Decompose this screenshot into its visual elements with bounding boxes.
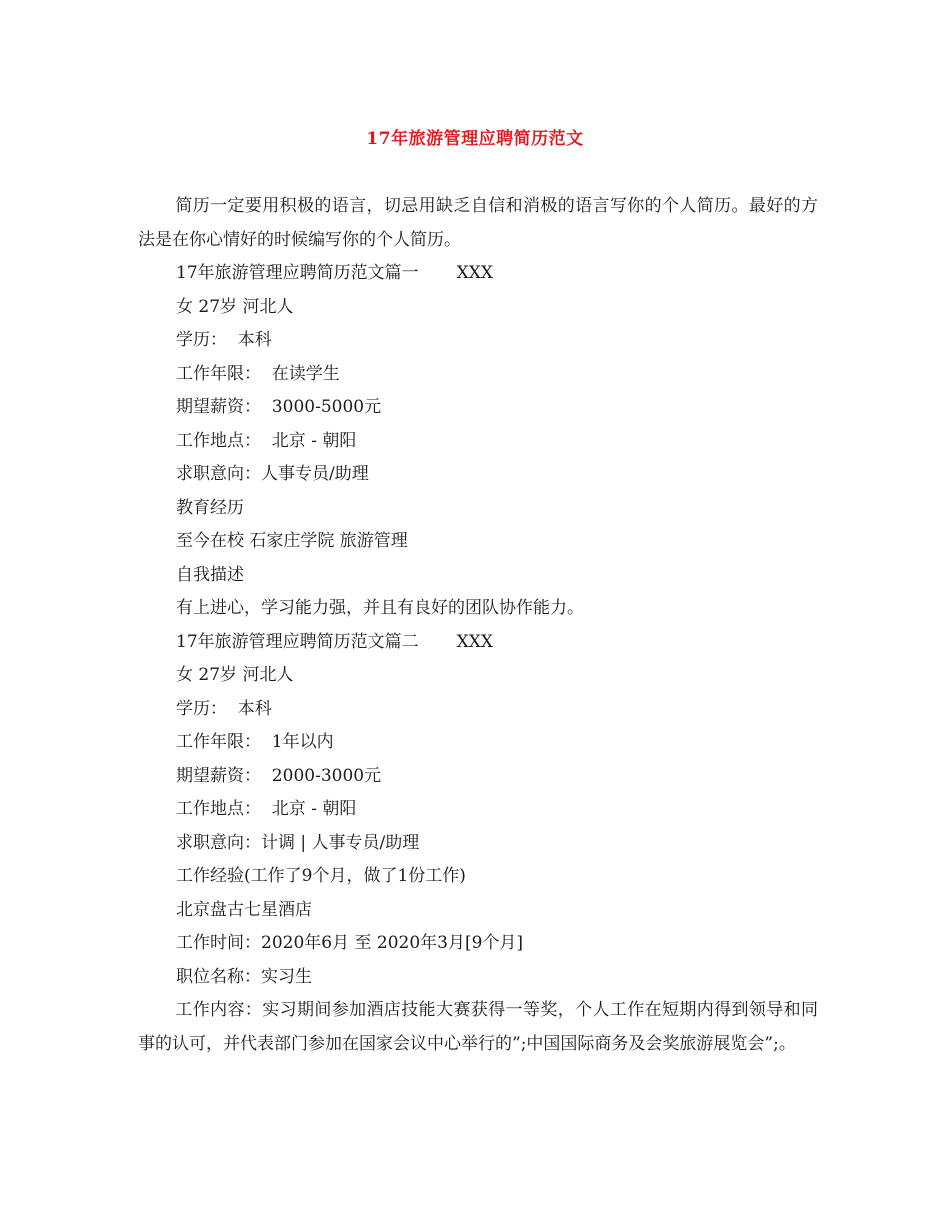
resume1-intention: 求职意向：人事专员/助理	[176, 464, 369, 484]
resume1-self-section: 自我描述	[176, 564, 244, 585]
resume2-experience-section: 工作经验(工作了9个月，做了1份工作)	[176, 866, 466, 886]
resume2-basic: 女 27岁 河北人	[176, 665, 294, 685]
resume2-company: 北京盘古七星酒店	[176, 899, 312, 920]
resume1-heading-line	[138, 257, 818, 291]
resume1-education-level: 学历： 本科	[176, 330, 272, 350]
resume1-salary: 期望薪资： 3000-5000元	[176, 397, 382, 417]
resume2-work-time: 工作时间：2020年6月 至 2020年3月[9个月]	[176, 933, 524, 953]
resume1-school: 至今在校 石家庄学院 旅游管理	[176, 531, 408, 551]
resume2-heading-line	[138, 626, 818, 660]
document-body	[138, 190, 818, 1061]
resume2-intention: 求职意向：计调 | 人事专员/助理	[176, 832, 420, 853]
resume2-name: XXX	[456, 631, 493, 652]
resume1-basic: 女 27岁 河北人	[176, 296, 294, 317]
resume2-position: 职位名称：实习生	[176, 966, 312, 987]
resume1-heading: 17年旅游管理应聘简历范文篇一	[176, 263, 419, 283]
resume2-salary: 期望薪资： 2000-3000元	[176, 765, 382, 786]
document-title: 17年旅游管理应聘简历范文	[366, 129, 584, 149]
resume1-work-years: 工作年限： 在读学生	[176, 363, 340, 384]
resume1-name: XXX	[456, 263, 493, 283]
intro-paragraph: 简历一定要用积极的语言，切忌用缺乏自信和消极的语言写你的个人简历。最好的方法是在你心情好的时候编写你的个人简历。	[138, 196, 818, 250]
resume1-location: 工作地点： 北京 - 朝阳	[176, 430, 357, 451]
resume2-education-level: 学历： 本科	[176, 698, 272, 719]
resume1-self-desc: 有上进心，学习能力强，并且有良好的团队协作能力。	[176, 598, 584, 618]
resume1-education-section: 教育经历	[176, 497, 244, 518]
resume2-work-years: 工作年限： 1年以内	[176, 732, 334, 752]
resume2-location: 工作地点： 北京 - 朝阳	[176, 799, 357, 819]
resume2-work-content: 工作内容：实习期间参加酒店技能大赛获得一等奖，个人工作在短期内得到领导和同事的认可，并代表部门参加在国家会议中心举行的”;中国国际商务及会奖旅游展览会”;。	[138, 1000, 818, 1054]
resume2-heading: 17年旅游管理应聘简历范文篇二	[176, 631, 419, 652]
